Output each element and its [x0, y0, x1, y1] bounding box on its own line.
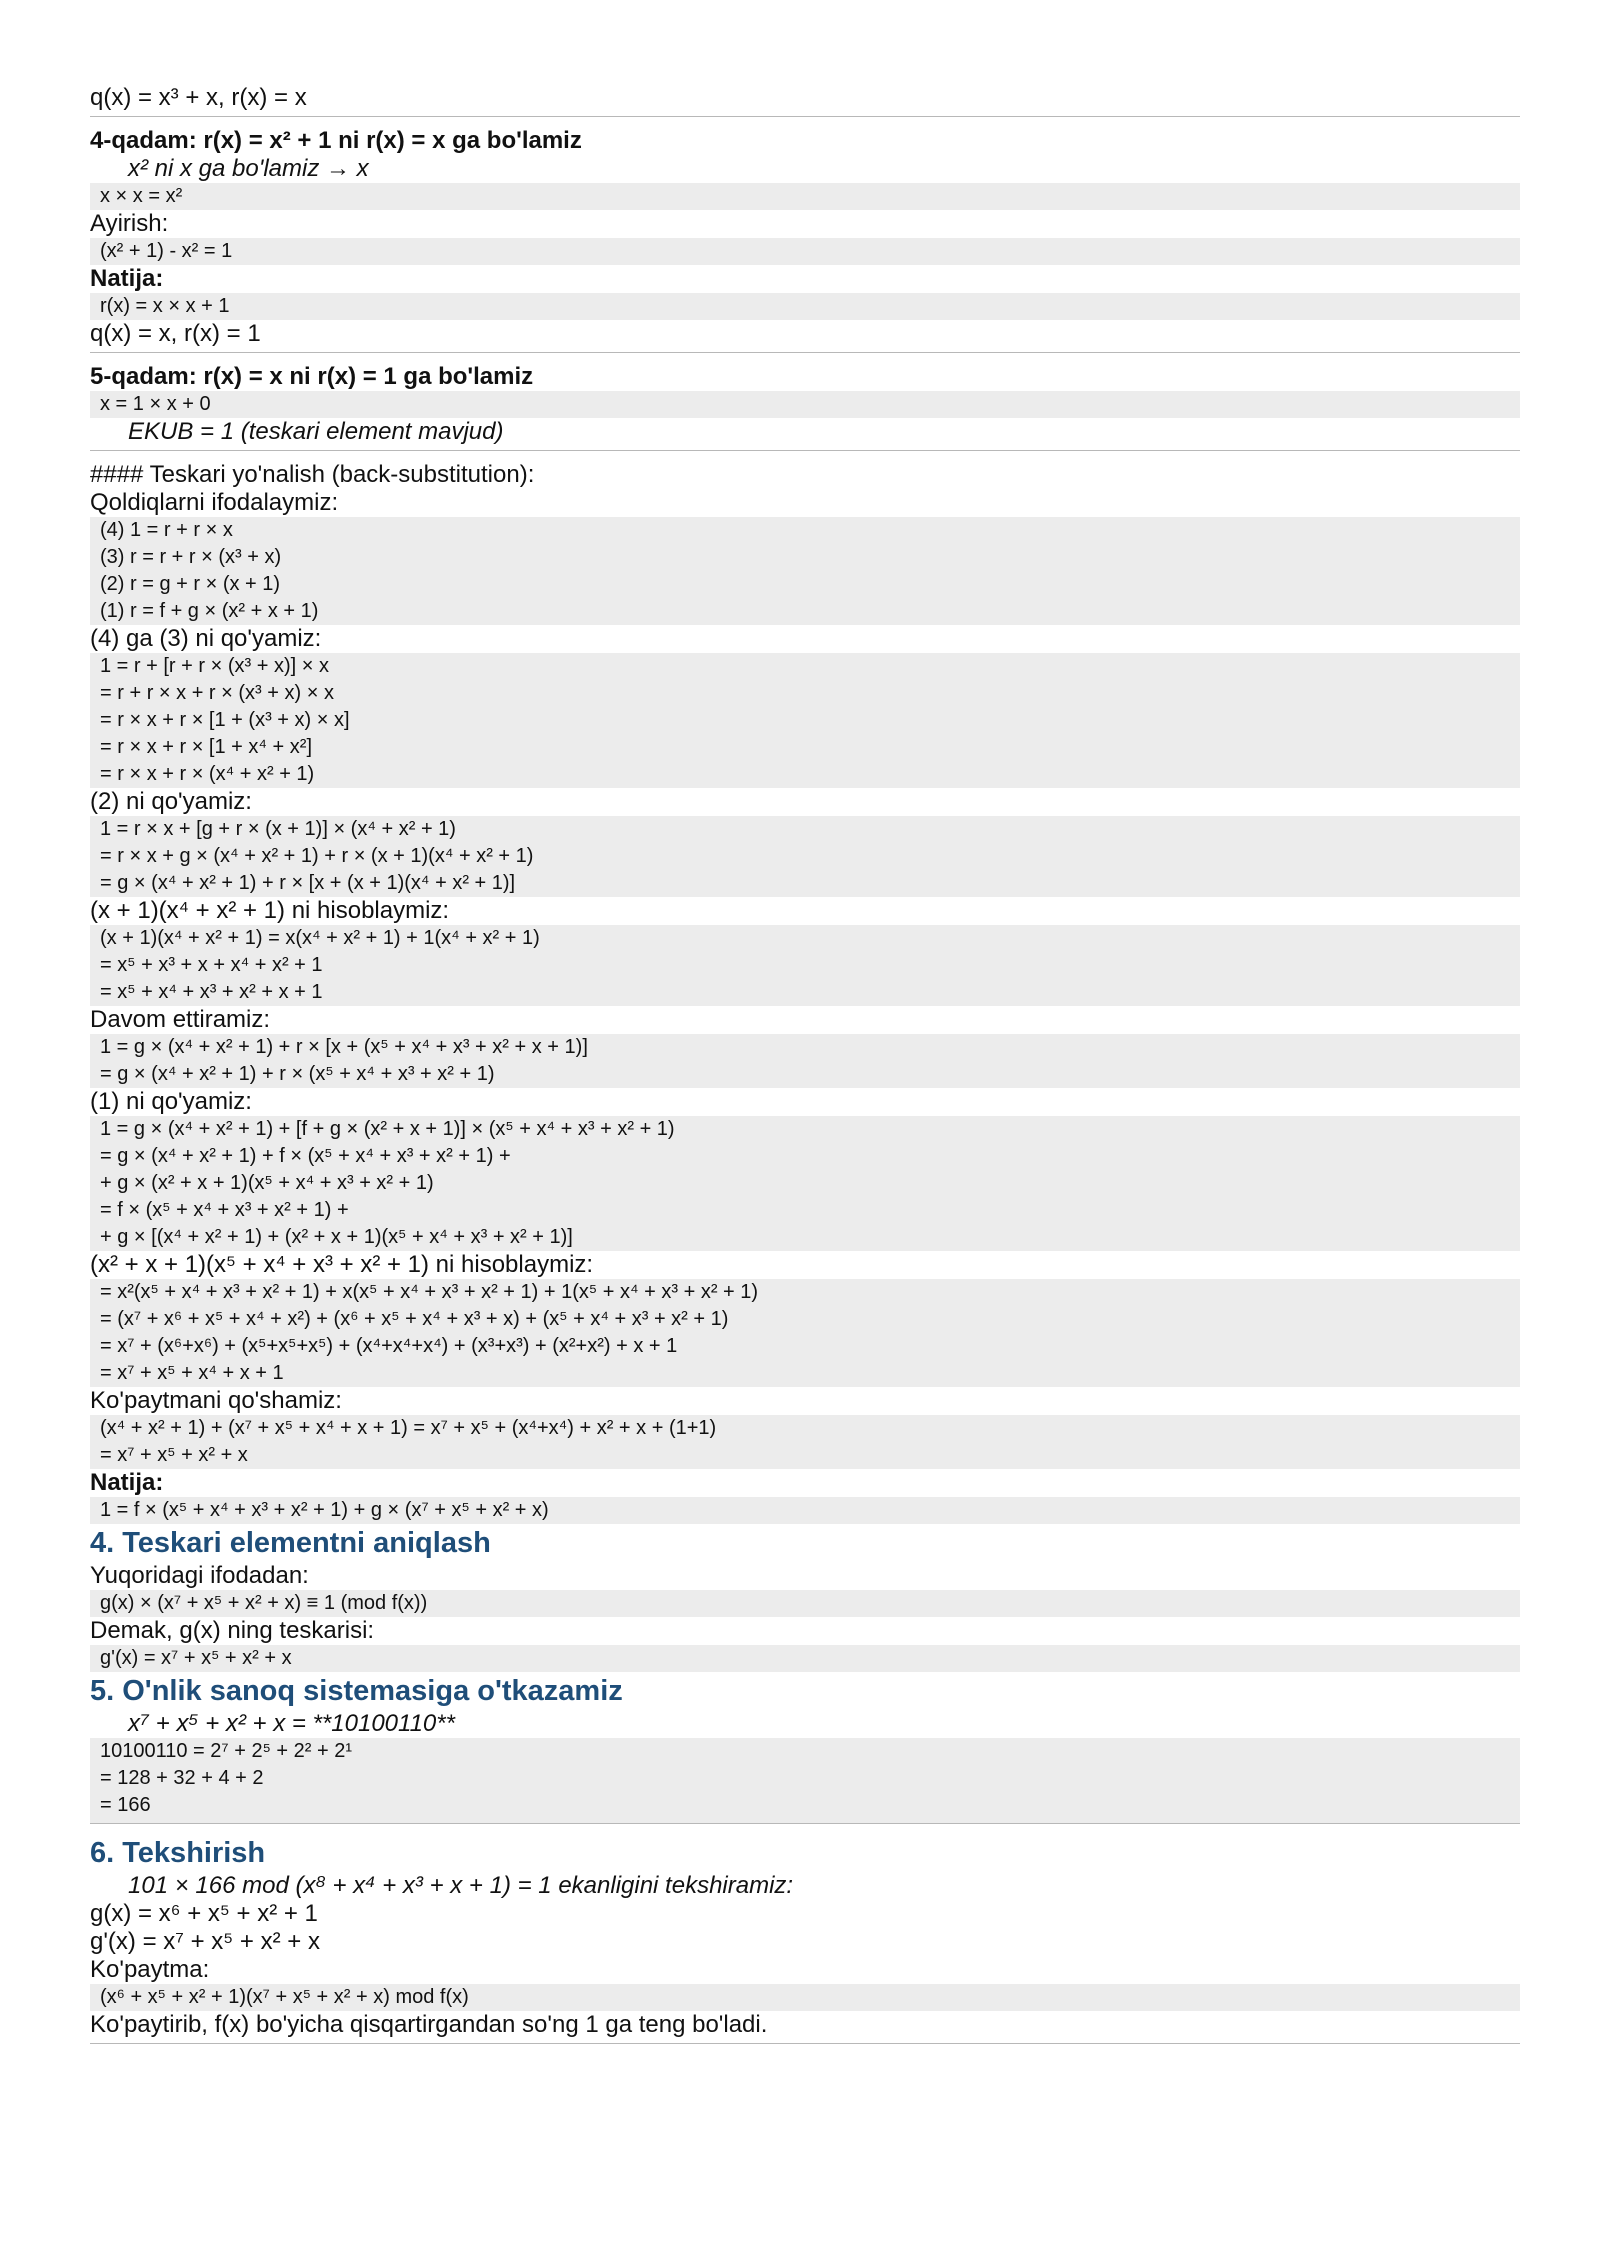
code-line: = 128 + 32 + 4 + 2 [90, 1765, 1520, 1792]
code-line: = r × x + g × (x⁴ + x² + 1) + r × (x + 1)(x⁴ + x² + 1) [90, 843, 1520, 870]
italic-text-line: x⁷ + x⁵ + x² + x = **10100110** [128, 1710, 455, 1737]
code-line: = r × x + r × [1 + x⁴ + x²] [90, 734, 1520, 761]
code-line: (4) 1 = r + r × x [90, 517, 1520, 544]
text-line: Yuqoridagi ifodadan: [90, 1562, 309, 1589]
code-line: = x⁷ + (x⁶+x⁶) + (x⁵+x⁵+x⁵) + (x⁴+x⁴+x⁴) + (x³+x³) + (x²+x²) + x + 1 [90, 1333, 1520, 1360]
code-line: = x²(x⁵ + x⁴ + x³ + x² + 1) + x(x⁵ + x⁴ + x³ + x² + 1) + 1(x⁵ + x⁴ + x³ + x² + 1) [90, 1279, 1520, 1306]
code-line: = r + r × x + r × (x³ + x) × x [90, 680, 1520, 707]
italic-text-line: EKUB = 1 (teskari element mavjud) [90, 418, 1520, 451]
bold-text-line: 5-qadam: r(x) = x ni r(x) = 1 ga bo'lamiz [90, 363, 534, 390]
text-line: Qoldiqlarni ifodalaymiz: [90, 489, 339, 516]
text-line: (x + 1)(x⁴ + x² + 1) ni hisoblaymiz: [90, 897, 450, 924]
text-line: Ayirish: [90, 210, 169, 237]
code-line: + g × [(x⁴ + x² + 1) + (x² + x + 1)(x⁵ + x⁴ + x³ + x² + 1)] [90, 1224, 1520, 1251]
code-line: 1 = r + [r + r × (x³ + x)] × x [90, 653, 1520, 680]
text-line: (2) ni qo'yamiz: [90, 788, 252, 815]
section-heading: 5. O'nlik sanoq sistemasiga o'tkazamiz [90, 1675, 623, 1707]
text-line: #### Teskari yo'nalish (back-substitution): [90, 461, 535, 488]
code-line: + g × (x² + x + 1)(x⁵ + x⁴ + x³ + x² + 1) [90, 1170, 1520, 1197]
code-line: = x⁷ + x⁵ + x⁴ + x + 1 [90, 1360, 1520, 1387]
section-heading: 6. Tekshirish [90, 1837, 266, 1869]
code-line: 1 = r × x + [g + r × (x + 1)] × (x⁴ + x² + 1) [90, 816, 1520, 843]
bold-text-line: Natija: [90, 1469, 164, 1496]
text-line: g(x) = x⁶ + x⁵ + x² + 1 [90, 1900, 318, 1927]
code-line: 1 = f × (x⁵ + x⁴ + x³ + x² + 1) + g × (x⁷ + x⁵ + x² + x) [90, 1497, 1520, 1524]
text-line: g'(x) = x⁷ + x⁵ + x² + x [90, 1928, 320, 1955]
code-line: (x⁴ + x² + 1) + (x⁷ + x⁵ + x⁴ + x + 1) = x⁷ + x⁵ + (x⁴+x⁴) + x² + x + (1+1) [90, 1415, 1520, 1442]
code-line: = (x⁷ + x⁶ + x⁵ + x⁴ + x²) + (x⁶ + x⁵ + x⁴ + x³ + x) + (x⁵ + x⁴ + x³ + x² + 1) [90, 1306, 1520, 1333]
text-line: q(x) = x³ + x, r(x) = x [90, 84, 1520, 117]
code-line: (x + 1)(x⁴ + x² + 1) = x(x⁴ + x² + 1) + 1(x⁴ + x² + 1) [90, 925, 1520, 952]
code-line: (x⁶ + x⁵ + x² + 1)(x⁷ + x⁵ + x² + x) mod f(x) [90, 1984, 1520, 2011]
text-line: Ko'paytirib, f(x) bo'yicha qisqartirgandan so'ng 1 ga teng bo'ladi. [90, 2011, 1520, 2044]
document-body [90, 84, 1520, 2054]
bold-text-line: 4-qadam: r(x) = x² + 1 ni r(x) = x ga bo'lamiz [90, 127, 582, 154]
text-line: (1) ni qo'yamiz: [90, 1088, 252, 1115]
text-line: q(x) = x, r(x) = 1 [90, 320, 1520, 353]
code-line: = g × (x⁴ + x² + 1) + r × [x + (x + 1)(x⁴ + x² + 1)] [90, 870, 1520, 897]
code-line: g'(x) = x⁷ + x⁵ + x² + x [90, 1645, 1520, 1672]
code-line: = 166 [90, 1792, 1520, 1824]
code-line: = g × (x⁴ + x² + 1) + r × (x⁵ + x⁴ + x³ + x² + 1) [90, 1061, 1520, 1088]
code-line: 10100110 = 2⁷ + 2⁵ + 2² + 2¹ [90, 1738, 1520, 1765]
code-line: x = 1 × x + 0 [90, 391, 1520, 418]
code-line: = x⁵ + x³ + x + x⁴ + x² + 1 [90, 952, 1520, 979]
code-line: = g × (x⁴ + x² + 1) + f × (x⁵ + x⁴ + x³ + x² + 1) + [90, 1143, 1520, 1170]
code-line: (3) r = r + r × (x³ + x) [90, 544, 1520, 571]
code-line: = f × (x⁵ + x⁴ + x³ + x² + 1) + [90, 1197, 1520, 1224]
code-line: 1 = g × (x⁴ + x² + 1) + r × [x + (x⁵ + x⁴ + x³ + x² + x + 1)] [90, 1034, 1520, 1061]
code-line: = r × x + r × (x⁴ + x² + 1) [90, 761, 1520, 788]
code-line: = x⁵ + x⁴ + x³ + x² + x + 1 [90, 979, 1520, 1006]
text-line: Davom ettiramiz: [90, 1006, 271, 1033]
text-line: Demak, g(x) ning teskarisi: [90, 1617, 375, 1644]
text-line: Ko'paytmani qo'shamiz: [90, 1387, 342, 1414]
code-line: (1) r = f + g × (x² + x + 1) [90, 598, 1520, 625]
section-heading: 4. Teskari elementni aniqlash [90, 1527, 491, 1559]
code-line: (x² + 1) - x² = 1 [90, 238, 1520, 265]
text-line: Ko'paytma: [90, 1956, 210, 1983]
italic-text-line: 101 × 166 mod (x⁸ + x⁴ + x³ + x + 1) = 1 ekanligini tekshiramiz: [128, 1872, 794, 1899]
code-line: = x⁷ + x⁵ + x² + x [90, 1442, 1520, 1469]
text-line: (4) ga (3) ni qo'yamiz: [90, 625, 322, 652]
code-line: r(x) = x × x + 1 [90, 293, 1520, 320]
text-line: (x² + x + 1)(x⁵ + x⁴ + x³ + x² + 1) ni hisoblaymiz: [90, 1251, 594, 1278]
code-line: x × x = x² [90, 183, 1520, 210]
bold-text-line: Natija: [90, 265, 164, 292]
code-line: g(x) × (x⁷ + x⁵ + x² + x) ≡ 1 (mod f(x)) [90, 1590, 1520, 1617]
code-line: 1 = g × (x⁴ + x² + 1) + [f + g × (x² + x + 1)] × (x⁵ + x⁴ + x³ + x² + 1) [90, 1116, 1520, 1143]
code-line: (2) r = g + r × (x + 1) [90, 571, 1520, 598]
italic-text-line: x² ni x ga bo'lamiz → x [128, 155, 369, 182]
code-line: = r × x + r × [1 + (x³ + x) × x] [90, 707, 1520, 734]
